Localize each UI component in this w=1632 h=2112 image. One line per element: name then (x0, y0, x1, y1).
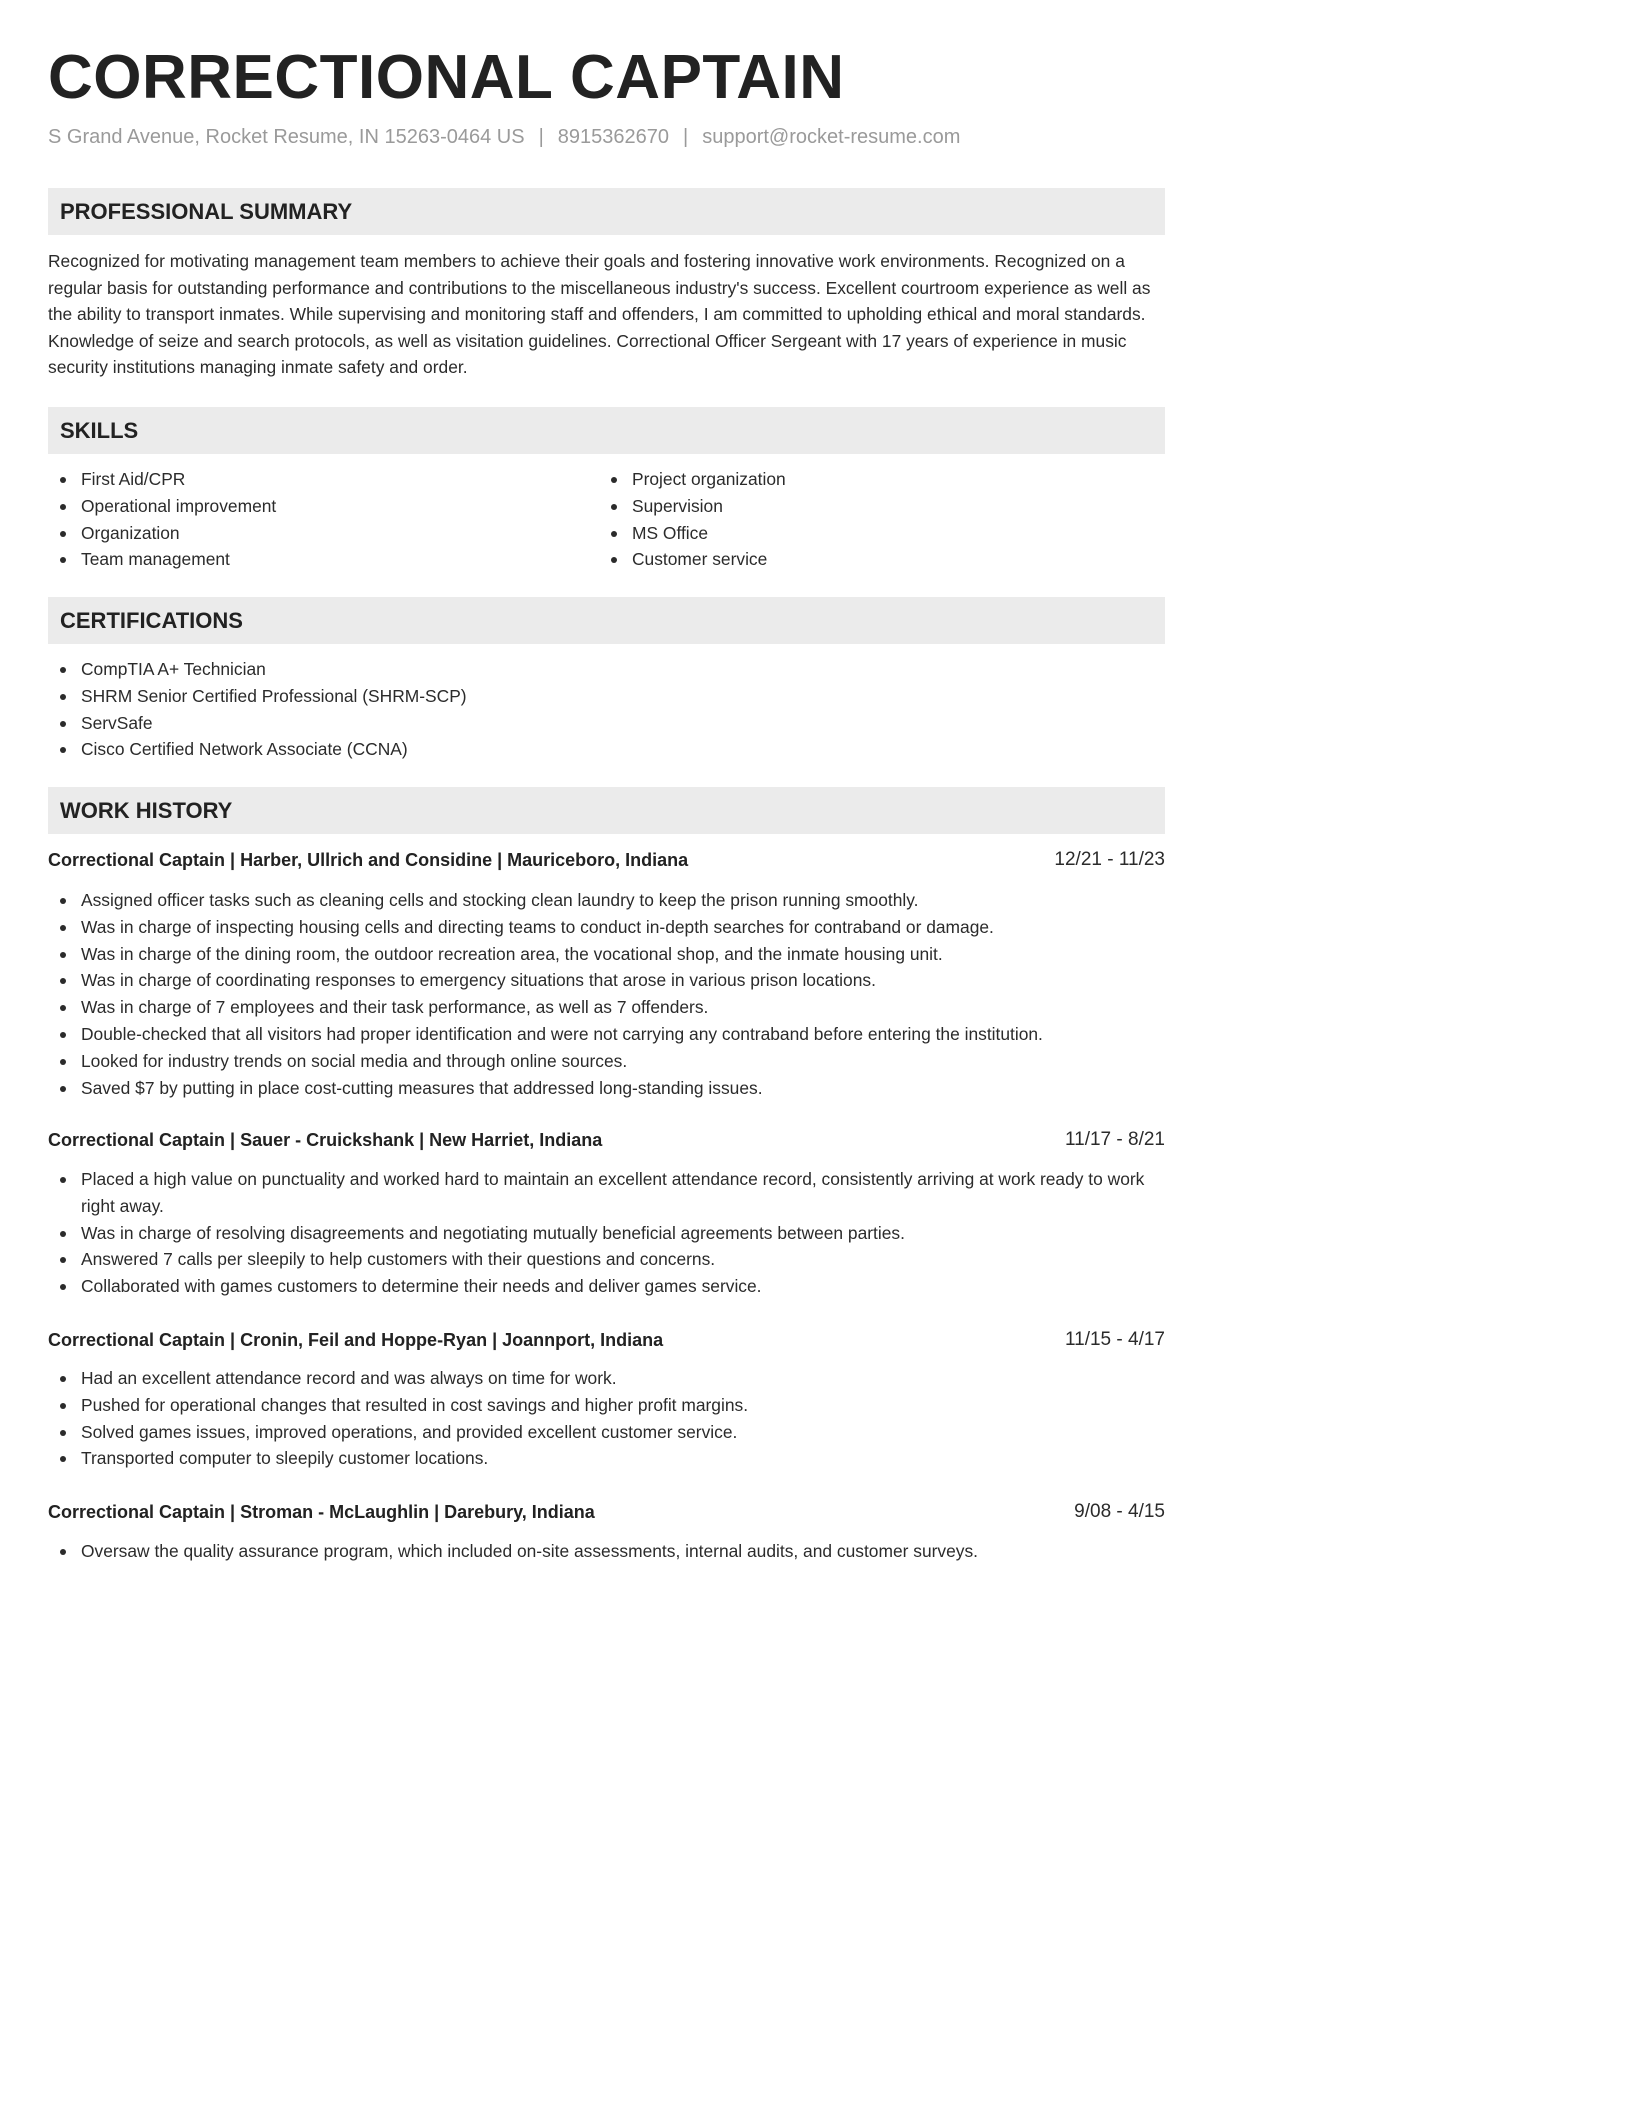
job-bullets (48, 1166, 1165, 1300)
job-dates: 9/08 - 4/15 (1074, 1501, 1165, 1522)
job-dates: 11/15 - 4/17 (1064, 1329, 1165, 1350)
job-bullet: Was in charge of 7 employees and their task performance, as well as 7 offenders. (48, 994, 1165, 1021)
candidate-name: CORRECTIONAL CAPTAIN (48, 43, 845, 112)
certifications-list (48, 656, 1165, 763)
summary-text: Recognized for motivating management team members to achieve their goals and fostering innovative work environments. Recognized on a regular basis for outstanding performance and contributions to the miscellaneous industry's success. Excellent courtroom experience as well as the ability to transport inmates. While supervising and monitoring staff and offenders, I am committed to upholding ethical and moral standards. Knowledge of seize and search protocols, as well as visitation guidelines. Correctional Officer Sergeant with 17 years of experience in music security institutions managing inmate safety and order. (48, 251, 1151, 378)
skills-list-right (599, 466, 1119, 573)
job-bullets (48, 1538, 1165, 1565)
job-bullet: Saved $7 by putting in place cost-cutting measures that addressed long-standing issues. (48, 1075, 1165, 1102)
job-dates: 11/17 - 8/21 (1064, 1129, 1165, 1150)
job-title: Correctional Captain | Sauer - Cruickshank | New Harriet, Indiana (48, 1130, 603, 1150)
job-bullet: Had an excellent attendance record and was always on time for work. (48, 1365, 1165, 1392)
skill-item: MS Office (599, 520, 1119, 547)
job-title: Correctional Captain | Harber, Ullrich and Considine | Mauriceboro, Indiana (48, 850, 689, 870)
skills-list-left (48, 466, 568, 573)
job-bullet: Oversaw the quality assurance program, which included on-site assessments, internal audits, and customer surveys. (48, 1538, 1165, 1565)
job-title: Correctional Captain | Cronin, Feil and Hoppe-Ryan | Joannport, Indiana (48, 1330, 664, 1350)
job-bullet: Was in charge of inspecting housing cells and directing teams to conduct in-depth searches for contraband or damage. (48, 914, 1165, 941)
skill-item: Team management (48, 546, 568, 573)
certification-item: Cisco Certified Network Associate (CCNA) (48, 736, 1165, 763)
contact-separator: | (683, 126, 689, 148)
job-dates: 12/21 - 11/23 (1054, 849, 1165, 870)
section-heading-certifications: CERTIFICATIONS (48, 597, 1165, 644)
job-bullet: Was in charge of resolving disagreements and negotiating mutually beneficial agreements between parties. (48, 1220, 1165, 1247)
certification-item: SHRM Senior Certified Professional (SHRM-SCP) (48, 683, 1165, 710)
contact-separator: | (538, 126, 544, 148)
job-title: Correctional Captain | Stroman - McLaughlin | Darebury, Indiana (48, 1502, 595, 1522)
skill-item: First Aid/CPR (48, 466, 568, 493)
job-bullet: Was in charge of coordinating responses to emergency situations that arose in various prison locations. (48, 967, 1165, 994)
job-bullet: Pushed for operational changes that resulted in cost savings and higher profit margins. (48, 1392, 1165, 1419)
job-bullets (48, 887, 1165, 1101)
job-bullet: Double-checked that all visitors had proper identification and were not carrying any contraband before entering the institution. (48, 1021, 1165, 1048)
job-bullet: Solved games issues, improved operations, and provided excellent customer service. (48, 1419, 1165, 1446)
job-bullets (48, 1365, 1165, 1472)
job-bullet: Assigned officer tasks such as cleaning cells and stocking clean laundry to keep the prison running smoothly. (48, 887, 1165, 914)
contact-line (48, 123, 960, 151)
certification-item: ServSafe (48, 710, 1165, 737)
job-bullet: Answered 7 calls per sleepily to help customers with their questions and concerns. (48, 1246, 1165, 1273)
job-bullet: Collaborated with games customers to determine their needs and deliver games service. (48, 1273, 1165, 1300)
skill-item: Customer service (599, 546, 1119, 573)
section-heading-work-history: WORK HISTORY (48, 787, 1165, 834)
section-heading-summary: PROFESSIONAL SUMMARY (48, 188, 1165, 235)
skill-item: Supervision (599, 493, 1119, 520)
section-heading-skills: SKILLS (48, 407, 1165, 454)
contact-address: S Grand Avenue, Rocket Resume, IN 15263-0464 US (48, 126, 525, 148)
job-bullet: Looked for industry trends on social media and through online sources. (48, 1048, 1165, 1075)
job-bullet: Placed a high value on punctuality and worked hard to maintain an excellent attendance record, consistently arriving at work ready to work right away. (48, 1166, 1165, 1220)
skill-item: Operational improvement (48, 493, 568, 520)
skill-item: Project organization (599, 466, 1119, 493)
contact-phone: 8915362670 (557, 126, 670, 148)
job-bullet: Was in charge of the dining room, the outdoor recreation area, the vocational shop, and the inmate housing unit. (48, 941, 1165, 968)
certification-item: CompTIA A+ Technician (48, 656, 1165, 683)
job-bullet: Transported computer to sleepily customer locations. (48, 1445, 1165, 1472)
contact-email: support@rocket-resume.com (702, 126, 961, 148)
skill-item: Organization (48, 520, 568, 547)
